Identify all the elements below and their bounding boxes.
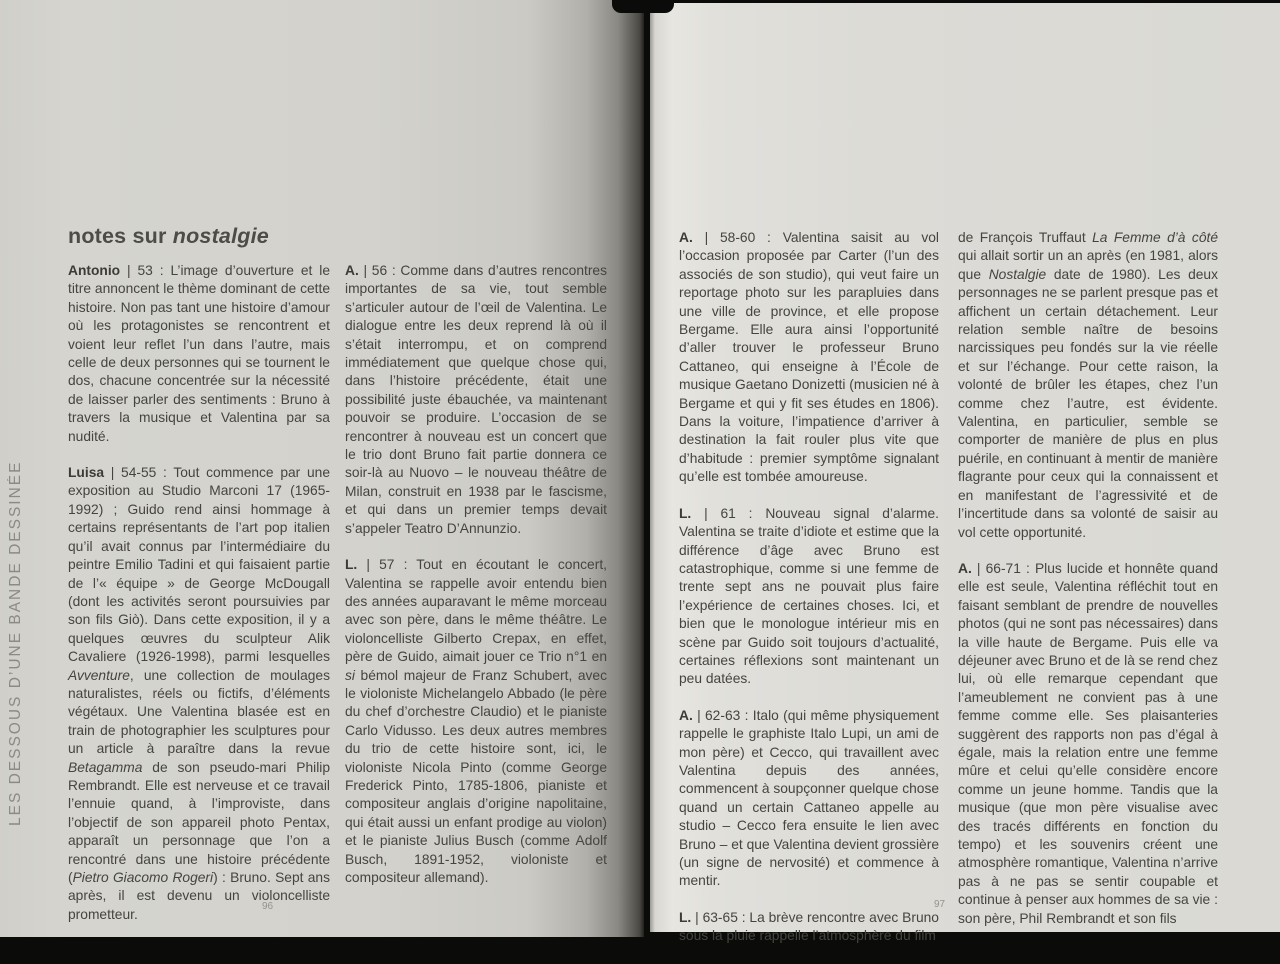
page-number-right: 97	[934, 899, 946, 910]
note-paragraph	[345, 262, 607, 538]
note-text-italic: La Femme d’à côté	[1092, 230, 1218, 245]
note-text-italic: si	[345, 667, 355, 683]
note-text: , une collection de moulages naturalistes, réels ou fictifs, d’éléments végétaux. Une Valentina blasée est en train de photographier les sculptures pour un article à paraître dans la revue	[68, 667, 330, 757]
note-text: Plus lucide et honnête quand elle est seule, Valentina réfléchit tout en faisant semblant de prendre de nouvelles photos (qui ne sont pas nécessaires) dans la ville haute de Bergame. Puis elle va déjeuner avec Bruno et de là se rend chez lui, où elle remarque cependant que l’ameublement ne convient pas à une femme comme elle. Ses plaisanteries suggèrent des rapports non pas d’égal à égale, mais la relation entre une femme mûre et celui qu’elle considère encore comme un jeune homme. Tandis que la musique (que mon père visualise avec des tracés différents en fonction du tempo) et les souvenirs créent une atmosphère romantique, Valentina n’arrive pas à ne pas se sentir coupable et continue à penser aux hommes de sa vie : son père, Phil Rembrandt et son fils	[958, 560, 1218, 926]
note-page-ref: | 61 :	[691, 505, 766, 521]
note-text-italic: Avventure	[68, 667, 130, 683]
text-column-right-2	[958, 229, 1218, 964]
note-paragraph	[958, 229, 1218, 542]
page-title-italic: nostalgie	[172, 224, 269, 248]
note-speaker: A.	[958, 560, 972, 576]
note-page-ref: | 53 :	[120, 263, 171, 278]
text-column-left-2	[345, 262, 607, 942]
note-text: qui allait sortir un an après (en 1981, alors que	[958, 248, 1218, 282]
note-page-ref: | 62-63 :	[692, 707, 753, 723]
note-page-ref: | 57 :	[357, 557, 417, 573]
note-text: date de 1980). Les deux personnages ne se parlent presque pas et affichent un certain détachement. Leur relation semble naître de besoins narcissiques peu fondés sur la vie réelle et sur l’échange. Pour cette raison, la volonté de brûler les étapes, chez l’un comme chez l’autre, est évidente. Valentina, en particulier, semble se comporter de manière de plus en plus puérile, en continuant à mentir de manière flagrante pour ceux qui la connaissent et en manifestant de l’agressivité et de l’incertitude dans sa volonté de saisir au vol cette opportunité.	[958, 266, 1218, 540]
note-speaker: L.	[345, 557, 358, 573]
note-speaker: A.	[679, 230, 693, 245]
note-paragraph	[958, 560, 1218, 928]
note-speaker: L.	[679, 505, 692, 521]
note-speaker: A.	[679, 707, 693, 723]
note-paragraph	[679, 505, 939, 689]
note-page-ref: | 63-65 :	[691, 909, 750, 925]
note-text: de François Truffaut	[958, 230, 1093, 245]
note-speaker: Antonio	[68, 263, 121, 278]
note-text-italic: Pietro Giacomo Rogeri	[72, 870, 214, 885]
text-column-left-1	[68, 262, 330, 942]
note-speaker: Luisa	[68, 465, 105, 481]
note-page-ref: | 54-55 :	[104, 465, 174, 481]
note-text: Tout commence par une exposition au Studio Marconi 17 (1965-1992) ; Guido rend ainsi hommage à certains représentants de l’art pop italien qu’il avait connus par l’intermédiaire du peintre Emilio Tadini et qui faisaient partie de l’« équipe » de George McDougall (dont les activités seront poursuivies par son fils Giò). Dans cette exposition, il y a quelques œuvres du sculpteur Alik Cavaliere (1926-1998), parmi lesquelles	[68, 465, 330, 665]
note-paragraph	[68, 464, 330, 924]
note-paragraph	[679, 909, 939, 946]
gutter-shadow	[612, 0, 674, 13]
right-page-columns	[679, 229, 1218, 964]
note-paragraph	[679, 707, 939, 891]
note-page-ref: | 66-71 :	[971, 560, 1035, 576]
left-page-columns	[68, 262, 607, 942]
note-text-italic: Betagamma	[68, 759, 143, 775]
note-text: L’image d’ouverture et le titre annoncent le thème dominant de cette histoire. Non pas tant une histoire d’amour où les protagonistes se rencontrent et voient leur reflet l’un dans l’autre, mais celle de deux personnes qui se tournent le dos, chacune concentrée sur la nécessité de laisser parler des sentiments : Bruno à travers la musique et Valentina par sa nudité.	[68, 263, 330, 444]
note-text: bémol majeur de Franz Schubert, avec le violoniste Michelangelo Abbado (le père du chef d’orchestre Claudio) et le pianiste Carlo Vidusso. Les deux autres membres du trio de cette histoire sont, ici, le violoniste Nicola Pinto (comme George Frederick Pinto, 1785-1806, pianiste et compositeur anglais d’origine napolitaine, qui était aussi un enfant prodige au violon) et le pianiste Julius Busch (comme Adolf Busch, 1891-1952, violoniste et compositeur allemand).	[345, 667, 607, 885]
note-page-ref: | 56 :	[358, 263, 401, 278]
page-number-left: 96	[262, 901, 274, 912]
page-title-normal: notes sur	[68, 224, 173, 248]
note-text: Comme dans d’autres rencontres importantes de sa vie, tout semble s’articuler autour de l’œil de Valentina. Le dialogue entre les deux reprend là où il s’était interrompu, et on comprend immédiatement que quelque chose qui, dans l’histoire précédente, était une possibilité juste ébauchée, va maintenant pouvoir se produire. L’occasion de se rencontrer à nouveau est un concert que le trio dont Bruno fait partie donnera ce soir-là au Nuovo – le nouveau théâtre de Milan, construit en 1938 par le fascisme, et qui dans un premier temps devait s’appeler Teatro D’Annunzio.	[345, 263, 608, 536]
note-text: ) : Bruno. Sept ans après, il est devenu un violoncelliste prometteur.	[68, 870, 331, 922]
text-column-right-1	[679, 229, 939, 964]
note-text: Valentina saisit au vol l’occasion proposée par Carter (l’un des associés de son studio), qui veut faire un reportage photo sur les parapluies dans une ville de province, et elle propose Bergame. Elle aura ainsi l’opportunité d’aller trouver le professeur Bruno Cattaneo, qui enseigne à l’École de musique Gaetano Donizetti (musicien né à Bergame et qui y fit ses études en 1806). Dans la voiture, l’impatience d’arriver à destination la fait rouler plus vite que d’habitude : premier symptôme signalant qu’elle est tombée amoureuse.	[679, 230, 939, 485]
note-text: de son pseudo-mari Philip Rembrandt. Elle est nerveuse et ce travail l’ennuie quand, à l’improviste, dans l’objectif de son appareil photo Pentax, apparaît un personnage que l’on a rencontré dans une histoire précédente (	[68, 759, 330, 885]
note-text: Tout en écoutant le concert, Valentina se rappelle avoir entendu bien des années auparavant le même morceau avec son père, dans le même théâtre. Le violoncelliste Gilberto Crepax, en effet, père de Guido, aimait jouer ce Trio n°1 en	[345, 557, 607, 665]
note-text: Nouveau signal d’alarme. Valentina se traite d’idiote et estime que la différence d’âge avec Bruno est catastrophique, comme si une femme de trente sept ans ne pouvait plus faire l’expérience de certaines choses. Ici, et bien que le monologue intérieur mis en scène par Guido soit toujours d’actualité, certaines réflexions sont maintenant un peu datées.	[679, 505, 939, 687]
note-paragraph	[68, 262, 330, 446]
note-speaker: L.	[679, 909, 692, 925]
note-page-ref: | 58-60 :	[692, 230, 783, 245]
note-text: Italo (qui même physiquement rappelle le graphiste Italo Lupi, un ami de mon père) et Cecco, qui travaillent avec Valentina depuis des années, commencent à soupçonner quelque chose quand un certain Cattaneo appelle au studio – Cecco fera ensuite le lien avec Bruno – et que Valentina devient grossière (un signe de nervosité) et commence à mentir.	[679, 707, 940, 889]
right-page	[650, 3, 1280, 944]
spine-title: LES DESSOUS D’UNE BANDE DESSINÉE	[7, 460, 24, 826]
note-paragraph	[679, 229, 939, 487]
page-title	[68, 224, 269, 249]
note-paragraph	[345, 556, 607, 887]
note-speaker: A.	[345, 263, 359, 278]
note-text: La brève rencontre avec Bruno sous la pluie rappelle l’atmosphère du film	[679, 909, 939, 944]
note-text-italic: Nostalgie	[988, 266, 1047, 282]
left-page	[0, 0, 644, 937]
